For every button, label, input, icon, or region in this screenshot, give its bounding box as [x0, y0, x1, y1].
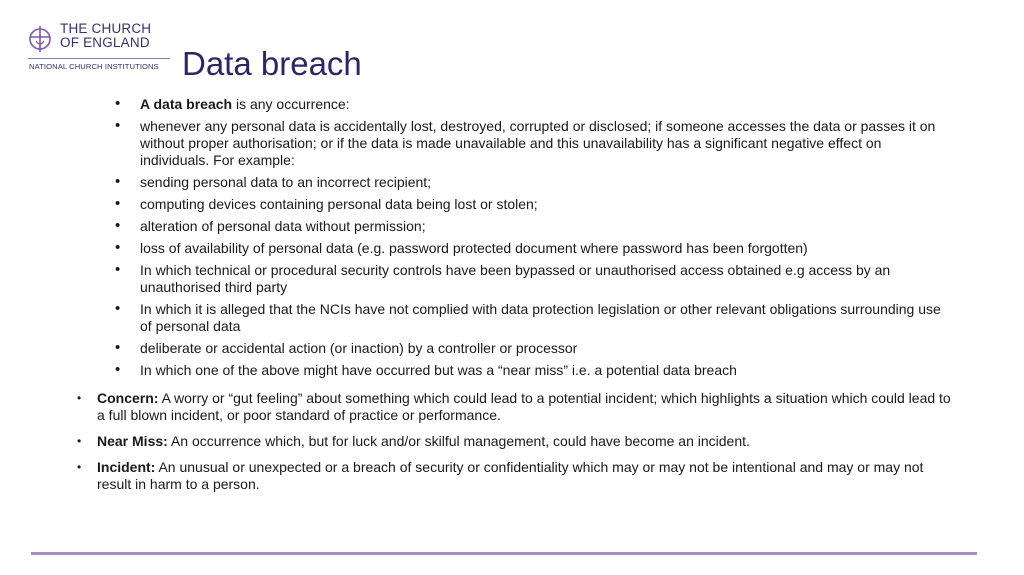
bullet-icon: • — [115, 95, 121, 112]
logo-top-row — [28, 22, 170, 54]
breach-definition-list — [112, 96, 952, 384]
page-title: Data breach — [182, 45, 362, 82]
list-item — [112, 262, 952, 296]
logo-divider — [28, 58, 170, 59]
church-cross-emblem-icon — [28, 24, 54, 54]
list-item-text: alteration of personal data without permission; — [140, 218, 426, 234]
list-item — [112, 340, 952, 357]
list-item — [74, 433, 954, 450]
list-item-text: deliberate or accidental action (or inaction) by a controller or processor — [140, 340, 578, 356]
list-item-text: In which one of the above might have occurred but was a “near miss” i.e. a potential data breach — [140, 362, 737, 378]
list-item-term: Concern: — [97, 390, 159, 406]
bullet-icon: • — [115, 339, 121, 356]
bullet-icon: • — [77, 460, 82, 474]
list-item — [74, 390, 954, 424]
list-item — [112, 240, 952, 257]
list-item-text: loss of availability of personal data (e.g. password protected document where password has been forgotten) — [140, 240, 808, 256]
logo-subline: NATIONAL CHURCH INSTITUTIONS — [29, 62, 159, 71]
list-item-term: Near Miss: — [97, 433, 168, 449]
list-item — [112, 218, 952, 235]
list-item — [112, 362, 952, 379]
bullet-icon: • — [115, 300, 121, 317]
bullet-icon: • — [115, 239, 121, 256]
bullet-icon: • — [115, 261, 121, 278]
logo-line-1: THE CHURCH — [60, 21, 152, 36]
bullet-icon: • — [115, 217, 121, 234]
list-item-term: A data breach — [140, 96, 233, 112]
list-item-text: A worry or “gut feeling” about something which could lead to a potential incident; which highlights a situation which could lead to a full blown incident, or poor standard of practice or performance. — [97, 390, 951, 423]
list-item-text: In which technical or procedural security controls have been bypassed or unauthorised access obtained e.g access by an unauthorised third party — [140, 262, 891, 295]
list-item-text: In which it is alleged that the NCIs have not complied with data protection legislation or other relevant obligations surrounding use of personal data — [140, 301, 941, 334]
list-item-text: An occurrence which, but for luck and/or skilful management, could have become an incident. — [167, 433, 750, 449]
footer-divider — [31, 552, 977, 555]
bullet-icon: • — [115, 195, 121, 212]
bullet-icon: • — [77, 434, 82, 448]
list-item — [74, 459, 954, 493]
bullet-icon: • — [115, 361, 121, 378]
list-item-term: Incident: — [97, 459, 156, 475]
list-item-text: An unusual or unexpected or a breach of security or confidentiality which may or may not be intentional and may or may not result in harm to a person. — [97, 459, 924, 492]
list-item-text: whenever any personal data is accidentally lost, destroyed, corrupted or disclosed; if someone accesses the data or passes it on without proper authorisation; or if the data is made unavailable and this unavailability has a significant negative effect on individuals. For example: — [140, 118, 936, 168]
bullet-icon: • — [115, 117, 121, 134]
bullet-icon: • — [77, 391, 82, 405]
list-item-text: sending personal data to an incorrect recipient; — [140, 174, 432, 190]
logo-line-2: OF ENGLAND — [60, 35, 150, 50]
list-item — [112, 196, 952, 213]
list-item-text: computing devices containing personal data being lost or stolen; — [140, 196, 538, 212]
list-item — [112, 174, 952, 191]
list-item — [112, 118, 952, 169]
list-item — [112, 301, 952, 335]
church-of-england-logo — [28, 22, 170, 71]
bullet-icon: • — [115, 173, 121, 190]
list-item-text: is any occurrence: — [232, 96, 350, 112]
logo-wordmark — [60, 22, 151, 50]
list-item — [112, 96, 952, 113]
term-definition-list — [74, 390, 954, 502]
